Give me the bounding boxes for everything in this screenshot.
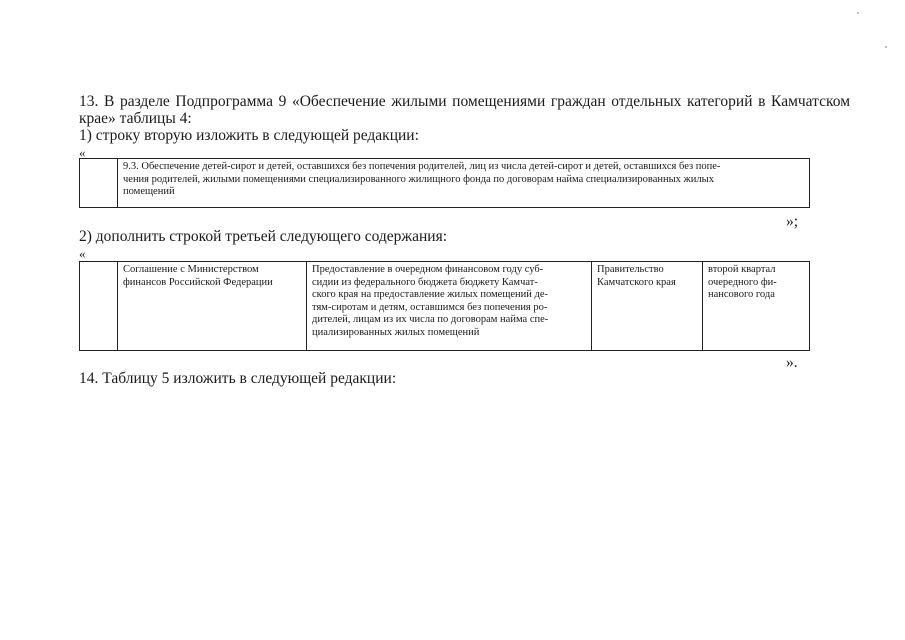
sub2-row-table (79, 261, 810, 351)
sub1-row-table (79, 158, 810, 208)
cell-text-line: ского края на предоставление жилых помещений де- (312, 289, 549, 300)
sub2-close-quote: ». (786, 354, 798, 371)
cell-text-line: циализированных жилых помещений (312, 326, 480, 338)
sub2-open-quote: « (79, 246, 86, 261)
sub2-heading: 2) дополнить строкой третьей следующего содержания: (79, 228, 448, 245)
cell-text-line: дителей, лицам из их числа по договорам найма спе- (312, 314, 549, 325)
cell-text-line: тям-сиротам и детям, оставшимся без попечения ро- (312, 301, 548, 313)
scan-speck (885, 46, 887, 48)
table-cell-executor (592, 262, 703, 351)
cell-text-line: Соглашение с Министерством (123, 264, 259, 275)
scan-speck (857, 12, 859, 14)
sub1-close-quote: »; (786, 213, 799, 230)
table-row (80, 262, 810, 351)
table-cell-empty (80, 262, 118, 351)
cell-text-line: финансов Российской Федерации (123, 276, 273, 288)
item13-line2: крае» таблицы 4: (79, 110, 192, 127)
cell-text-line: нансового года (708, 289, 775, 300)
sub1-heading: 1) строку вторую изложить в следующей редакции: (79, 127, 419, 144)
cell-text-line: Предоставление в очередном финансовом году суб- (312, 264, 544, 275)
table-cell-description (307, 262, 592, 351)
item14-text: 14. Таблицу 5 изложить в следующей редакции: (79, 370, 397, 387)
table-cell-agreement (118, 262, 307, 351)
item13-line1: 13. В разделе Подпрограмма 9 «Обеспечение жилыми помещениями граждан отдельных категорий в Камчатском (79, 93, 850, 110)
table-cell-empty (80, 159, 118, 208)
cell-text-line: сидии из федерального бюджета бюджету Камчат- (312, 276, 538, 288)
table-cell-deadline (703, 262, 810, 351)
cell-text-line: очередного фи- (708, 276, 777, 288)
sub1-open-quote: « (79, 145, 86, 160)
row-text-line: помещений (123, 186, 175, 197)
cell-text-line: Правительство (597, 264, 664, 275)
cell-text-line: Камчатского края (597, 276, 676, 288)
cell-text-line: второй квартал (708, 264, 776, 275)
table-row (80, 159, 810, 208)
row-text-line: 9.3. Обеспечение детей-сирот и детей, оставшихся без попечения родителей, лиц из числа детей-сирот и детей, оставшихся без попе- (123, 161, 721, 172)
row-text-line: чения родителей, жилыми помещениями специализированного жилищного фонда по договорам найма специализированных жилых (123, 173, 714, 185)
table-cell-row-text (118, 159, 810, 208)
